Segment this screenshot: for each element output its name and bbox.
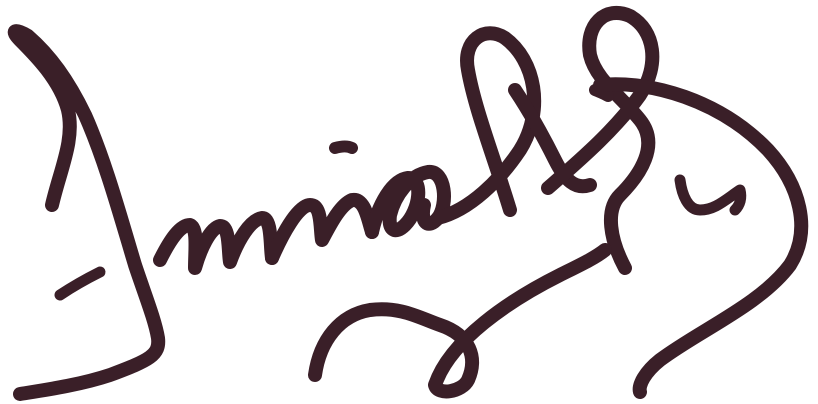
signature-stroke [60,272,100,295]
signature-stroke [15,31,159,394]
signature-stroke [438,33,534,218]
signature-stroke [335,147,352,149]
signature-stroke [548,13,652,268]
signature-stroke [600,84,801,392]
signature-stroke [272,200,372,258]
signature-stroke [315,250,605,391]
signature-stroke [680,180,741,210]
signature-stroke [160,218,272,268]
